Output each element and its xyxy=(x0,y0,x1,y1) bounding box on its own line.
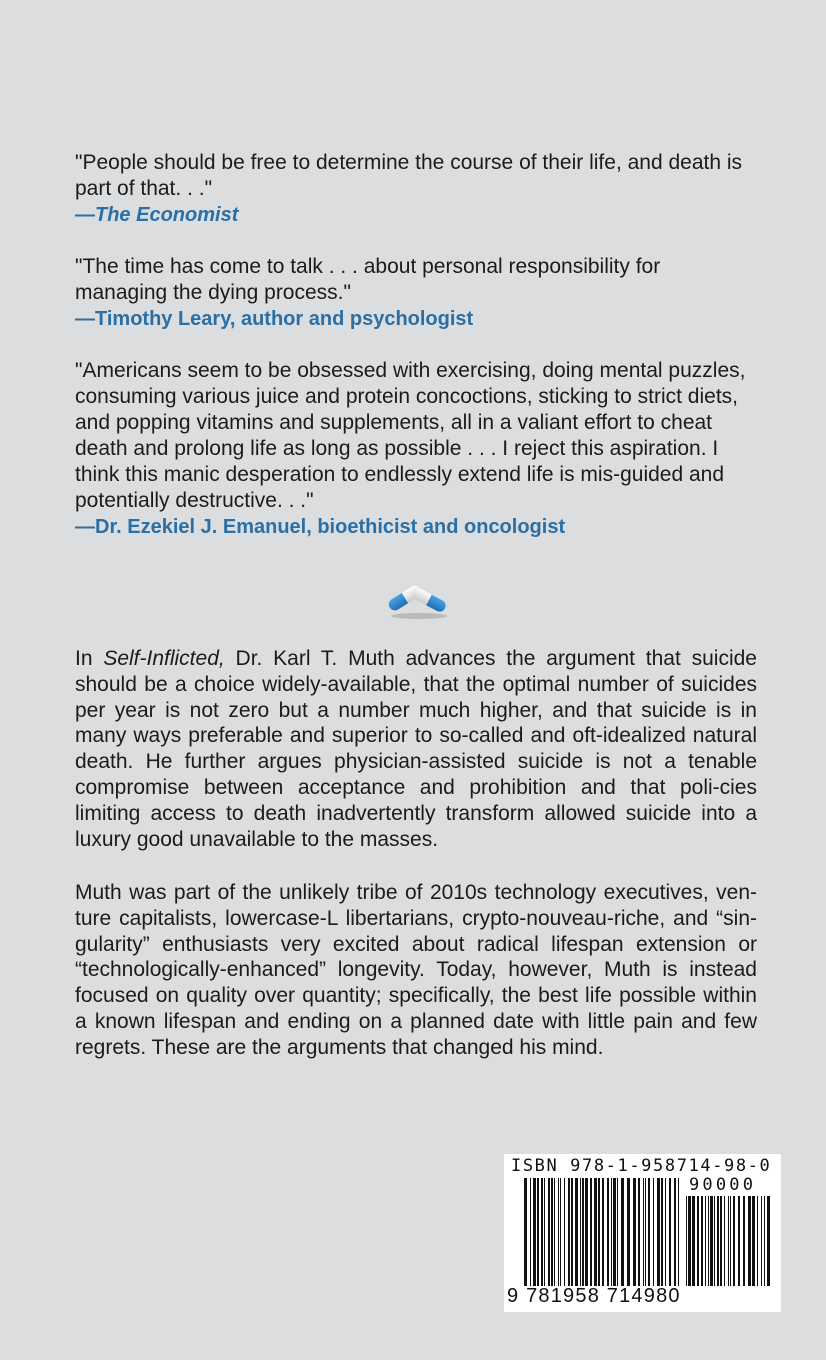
description-argument: Dr. Karl T. Muth advances the argument that suicide should be a choice widely-available, that the optimal number of suicides per year is not zero but a number much higher, and that suicide is in many ways preferable and superior to so-called and oft-idealized natural death. He further argues physician-assisted suicide is not a tenable compromise between acceptance and prohibition and that poli-cies limiting access to death inadvertently transform allowed suicide into a luxury good unavailable to the masses. xyxy=(75,647,757,851)
book-title: Self-Inflicted, xyxy=(103,647,225,670)
description-paragraph-1 xyxy=(75,646,757,852)
attribution-leary: —Timothy Leary, author and psychologist xyxy=(75,308,474,330)
quote-economist: "People should be free to determine the course of their life, and death is part of that. . ." xyxy=(75,151,743,200)
attribution-emanuel: —Dr. Ezekiel J. Emanuel, bioethicist and oncologist xyxy=(75,516,566,538)
quote-emanuel: "Americans seem to be obsessed with exercising, doing mental puzzles, consuming various juice and protein concoctions, sticking to strict diets, and popping vitamins and supplements, all in a valiant effort to cheat death and prolong life as long as possible . . . I reject this aspiration. I think this manic desperation to endlessly extend life is mis-guided and potentially destructive. . ." xyxy=(75,359,746,512)
ean-digits: 9 781958 714980 xyxy=(507,1285,681,1307)
description-intro: In xyxy=(75,647,104,670)
endorsements xyxy=(75,150,757,540)
description-paragraph-2: Muth was part of the unlikely tribe of 2010s technology executives, ven-ture capitalists, lowercase-L libertarians, crypto-nouveau-riche, and “sin-gularity” enthusiasts very excited about radical lifespan extension or “technologically-enhanced” longevity. Today, however, Muth is instead focused on quality over quantity; specifically, the best life possible within a known lifespan and ending on a planned date with little pain and few regrets. These are the arguments that changed his mind. xyxy=(75,881,757,1059)
capsule-pills-icon xyxy=(383,570,451,622)
isbn-number: ISBN 978-1-958714-98-0 xyxy=(511,1156,772,1176)
isbn-barcode xyxy=(504,1154,781,1312)
quote-leary: "The time has come to talk . . . about personal responsibility for managing the dying process." xyxy=(75,255,661,304)
attribution-economist: —The Economist xyxy=(75,204,239,226)
price-code: 90000 xyxy=(689,1175,757,1195)
